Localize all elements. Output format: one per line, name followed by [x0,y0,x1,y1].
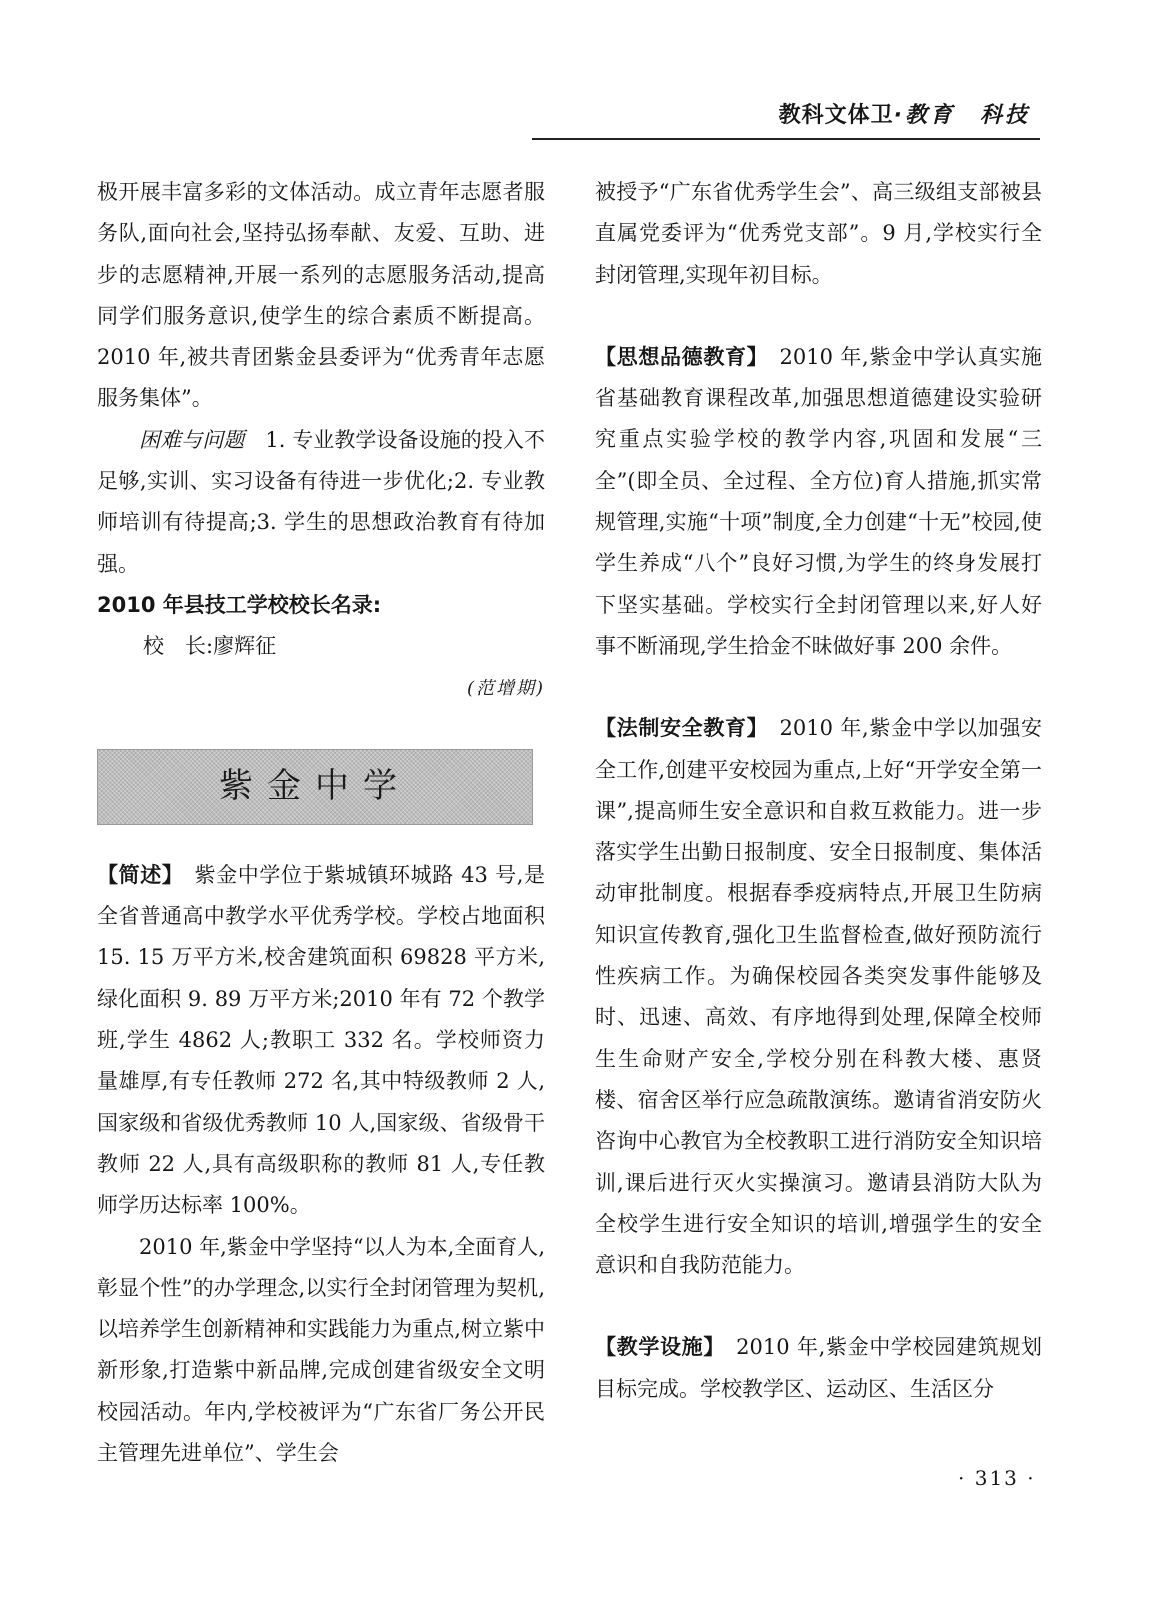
right-column [595,172,1042,1410]
spacer [595,667,1042,708]
difficulty-text: 1. 专业教学设备设施的投入不足够,实训、实习设备有待进一步优化;2. 专业教师培训有待提高;3. 学生的思想政治教育有待加强。 [97,427,545,576]
running-header [0,98,1030,129]
safety-education-paragraph [595,708,1042,1286]
banner-title: 紫金中学 [219,766,411,807]
moral-education-text: 2010 年,紫金中学认真实施省基础教育课程改革,加强思想道德建设实验研究重点实验学校的教学内容,巩固和发展“三全”(即全员、全过程、全方位)育人措施,抓实常规管理,实施“十项”制度,全力创建“十无”校园,使学生养成“八个”良好习惯,为学生的终身发展打下坚实基础。学校实行全封闭管理以来,好人好事不断涌现,学生拾金不昧做好事 200 余件。 [595,344,1043,658]
page-number: · 313 · [958,1466,1036,1490]
facility-text: 2010 年,紫金中学校园建筑规划目标完成。学校教学区、运动区、生活区分 [595,1335,1043,1401]
header-subsection: ·教育 科技 [893,103,1030,128]
facility-label: 【教学设施】 [595,1335,715,1360]
header-rule [532,138,1040,140]
safety-education-label: 【法制安全教育】 [595,716,758,741]
roster-title: 2010 年县技工学校校长名录: [97,592,382,617]
author-signature: (范增期) [466,677,545,699]
overview-paragraph [97,855,545,1227]
moral-education-paragraph [595,337,1042,667]
section-banner [97,749,533,825]
safety-education-text: 2010 年,紫金中学以加强安全工作,创建平安校园为重点,上好“开学安全第一课”,提高师生安全意识和自救互救能力。进一步落实学生出勤日报制度、安全日报制度、集体活动审批制度。根据春季疫病特点,开展卫生防病知识宣传教育,强化卫生监督检查,做好预防流行性疾病工作。为确保校园各类突发事件能够及时、迅速、高效、有序地得到处理,保障全校师生生命财产安全,学校分别在科教大楼、惠贤楼、宿舍区举行应急疏散演练。邀请省消安防火咨询中心教官为全校教职工进行消防安全知识培训,课后进行灭火实操演习。邀请县消防大队为全校学生进行安全知识的培训,增强学生的安全意识和自我防范能力。 [595,716,1043,1278]
left-paragraph-2: 2010 年,紫金中学坚持“以人为本,全面育人,彰显个性”的办学理念,以实行全封闭管理为契机,以培养学生创新精神和实践能力为重点,树立紫中新形象,打造紫中新品牌,完成创建省级安全文明校园活动。年内,学校被评为“广东省厂务公开民主管理先进单位”、学生会 [97,1234,545,1466]
overview-label: 【简述】 [97,862,173,887]
roster-item: 校 长:廖辉征 [143,634,277,659]
overview-text: 紫金中学位于紫城镇环城路 43 号,是全省普通高中教学水平优秀学校。学校占地面积 15. 15 万平方米,校舍建筑面积 69828 平方米,绿化面积 9. 89 万平方米;2010 年有 72 个教学班,学生 4862 人;教职工 332 名。学校师资力量雄厚,有专任教师 272 名,其中特级教师 2 人,国家级和省级优秀教师 10 人,国家级、省级骨干教师 22 人,具有高级职称的教师 81 人,专任教师学历达标率 100%。 [97,862,546,1218]
moral-education-label: 【思想品德教育】 [595,344,758,369]
right-paragraph-1: 被授予“广东省优秀学生会”、高三级组支部被县直属党委评为“优秀党支部”。9 月,学校实行全封闭管理,实现年初目标。 [595,180,1042,287]
facility-paragraph [595,1327,1042,1410]
spacer [595,296,1042,337]
spacer [595,1286,1042,1327]
difficulty-label: 困难与问题 [139,427,245,452]
difficulty-paragraph [97,420,545,585]
left-paragraph-1: 极开展丰富多彩的文体活动。成立青年志愿者服务队,面向社会,坚持弘扬奉献、友爱、互助、进步的志愿精神,开展一系列的志愿服务活动,提高同学们服务意识,使学生的综合素质不断提高。2010 年,被共青团紫金县委评为“优秀青年志愿服务集体”。 [97,180,545,411]
header-section-title: 教科文体卫 [778,103,894,128]
left-column [97,172,545,1474]
